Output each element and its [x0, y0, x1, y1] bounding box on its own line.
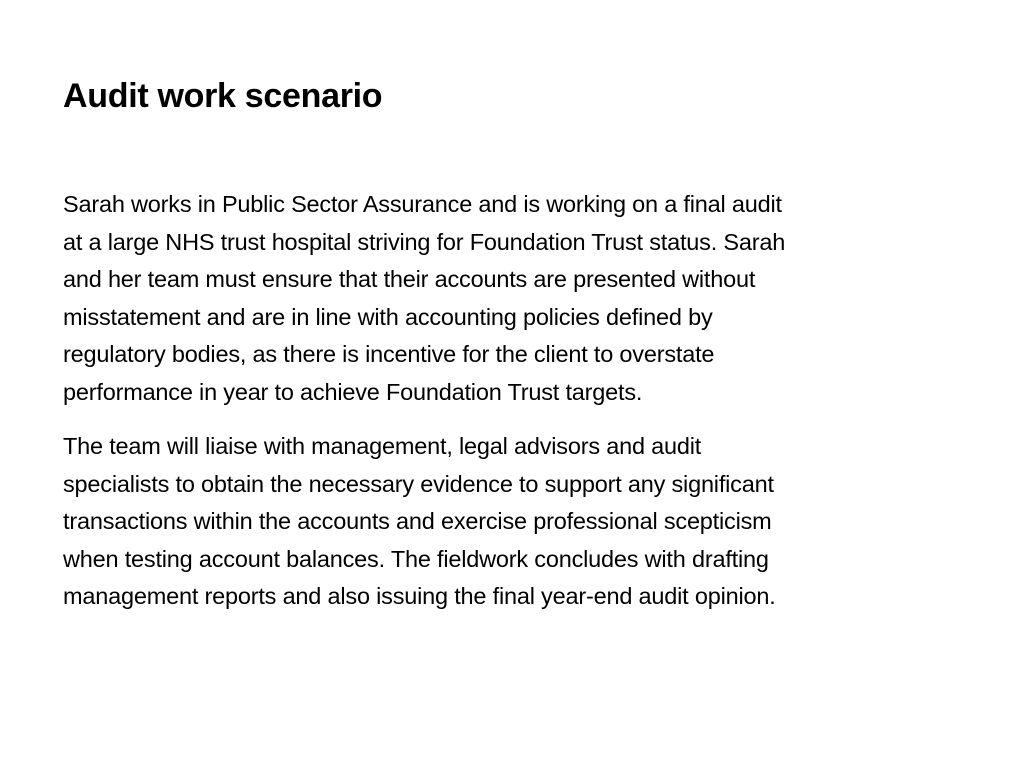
paragraph-line: transactions within the accounts and exercise professional scepticism [63, 508, 772, 534]
paragraph-line: The team will liaise with management, legal advisors and audit [63, 433, 702, 459]
paragraph-line: specialists to obtain the necessary evidence to support any significant [63, 470, 774, 497]
slide-title: Audit work scenario [63, 77, 383, 115]
paragraph-line: at a large NHS trust hospital striving for Foundation Trust status. Sarah [63, 228, 786, 255]
paragraph-line: performance in year to achieve Foundation Trust targets. [63, 378, 643, 405]
paragraph-team-work [63, 428, 973, 616]
paragraph-scenario [63, 186, 973, 411]
paragraph-line: misstatement and are in line with accounting policies defined by [63, 303, 713, 330]
paragraph-line: management reports and also issuing the final year-end audit opinion. [63, 583, 776, 609]
paragraph-line: Sarah works in Public Sector Assurance and is working on a final audit [63, 191, 782, 217]
paragraph-line: regulatory bodies, as there is incentive for the client to overstate [63, 341, 715, 367]
slide-body [63, 186, 973, 616]
paragraph-line: when testing account balances. The fieldwork concludes with drafting [63, 545, 769, 572]
paragraph-line: and her team must ensure that their accounts are presented without [63, 266, 756, 292]
